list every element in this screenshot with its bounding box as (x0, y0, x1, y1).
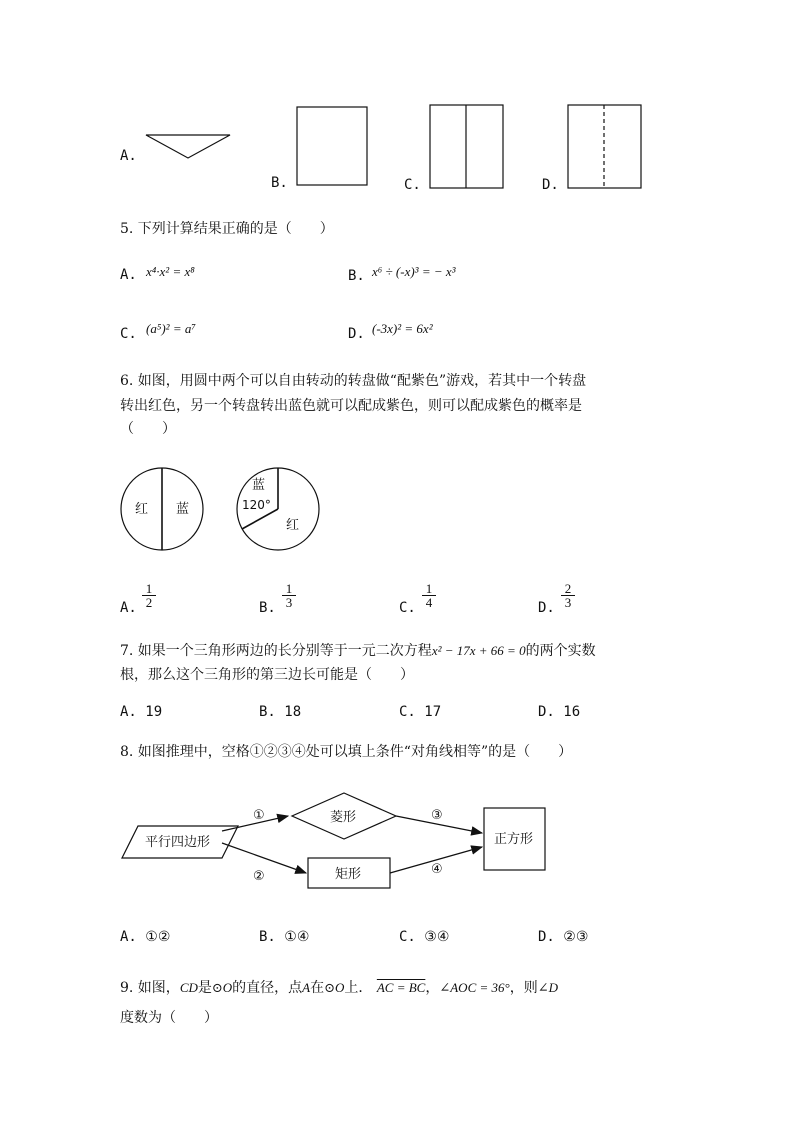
spinner-two-red-label: 红 (286, 518, 300, 533)
q6-option-c-label: C. (399, 600, 416, 616)
q9-word-then: ，则 (509, 980, 538, 996)
q5-option-b-label: B. (348, 268, 365, 284)
q8-option-d: D. ②③ (538, 929, 589, 945)
q8-stem: 8. 如图推理中，空格①②③④处可以填上条件“对角线相等”的是（ ） (120, 744, 573, 760)
q5-option-a-expr: x⁴·x² = x⁸ (146, 264, 195, 279)
blank-3-label: ③ (431, 808, 443, 823)
q8-reasoning-diagram (118, 783, 558, 898)
parallelogram-node (122, 826, 238, 858)
q7-option-d: D. 16 (538, 704, 581, 720)
q6-option-a-label: A. (120, 600, 137, 616)
q6-line1: 6. 如图，用圆中两个可以自由转动的转盘做“配紫色”游戏，若其中一个转盘 (120, 373, 587, 389)
q9-angle-aoc: ∠AOC = 36° (439, 980, 510, 995)
q9-angle-d: ∠D (537, 980, 558, 995)
q4-triangle-figure (144, 132, 234, 162)
q9-word-upon: 上． (344, 980, 373, 996)
q5-stem: 5. 下列计算结果正确的是（ ） (120, 221, 334, 237)
q4-rect-solid-line-figure (429, 104, 505, 190)
q7-line1-end: 的两个实数 (525, 643, 596, 659)
spinner-one-red-label: 红 (135, 502, 149, 517)
q7-line1-start: 7. 如果一个三角形两边的长分别等于一元二次方程 (120, 643, 432, 659)
q9-cd: CD (179, 980, 198, 995)
rhombus-label: 菱形 (330, 810, 357, 825)
q4-square-figure (296, 106, 370, 188)
q5-option-d-label: D. (348, 326, 365, 342)
q4-rect-dashed-line-figure (567, 104, 643, 190)
q7-equation: x² − 17x + 66 = 0 (431, 643, 526, 658)
q9-line1: 9. 如图，CD是⊙O的直径，点A在⊙O上． AC = BC，∠AOC = 36°，则∠D (120, 980, 558, 996)
q6-option-d-fraction: $\frac{2}{3}$ (561, 583, 575, 609)
spinner-two-angle-label: 120° (242, 498, 271, 512)
rectangle-node (308, 858, 390, 888)
blank-1-label: ① (253, 808, 265, 823)
parallelogram-label: 平行四边形 (145, 835, 211, 850)
q7-option-a: A. 19 (120, 704, 163, 720)
blank-2-label: ② (253, 869, 265, 884)
q7-option-b: B. 18 (259, 704, 302, 720)
q6-option-b-fraction: $\frac{1}{3}$ (282, 583, 296, 609)
q5-option-a-label: A. (120, 267, 137, 283)
q7-option-c: C. 17 (399, 704, 442, 720)
square-node (484, 808, 545, 870)
q7-line1 (120, 640, 596, 660)
q6-option-b-label: B. (259, 600, 276, 616)
q5-option-c-label: C. (120, 326, 137, 342)
q6-line2: 转出红色，另一个转盘转出蓝色就可以配成紫色，则可以配成紫色的概率是 (120, 398, 582, 414)
q6-option-c-fraction: $\frac{1}{4}$ (422, 583, 436, 609)
q5-option-c-expr: (a⁵)² = a⁷ (146, 321, 196, 336)
q8-option-a: A. ①② (120, 929, 171, 945)
square-label: 正方形 (494, 832, 534, 847)
q9-word-on: 在 (310, 980, 325, 996)
q9-circle-o: ⊙O (211, 980, 233, 995)
q8-option-b: B. ①④ (259, 929, 310, 945)
q4-option-d-label: D. (542, 177, 559, 193)
q4-option-a-label: A. (120, 148, 137, 164)
rhombus-node (292, 793, 396, 839)
q4-option-c-label: C. (404, 177, 421, 193)
spinner-two (237, 468, 319, 550)
q9-point-a: A (302, 980, 311, 995)
q8-option-c: C. ③④ (399, 929, 450, 945)
q6-option-a-fraction: $\frac{1}{2}$ (142, 583, 156, 609)
rectangle-label: 矩形 (335, 867, 362, 882)
q9-equal-arcs: AC = BC (376, 980, 426, 995)
q6-line3: （ ） (120, 421, 176, 437)
q9-line1-start: 9. 如图， (120, 980, 180, 996)
q5-option-b-expr: x⁶ ÷ (-x)³ = − x³ (372, 264, 456, 279)
spinner-one-blue-label: 蓝 (176, 502, 190, 517)
q9-word-diameter: 的直径，点 (232, 980, 303, 996)
spinner-one (121, 468, 203, 550)
q5-option-d-expr: (-3x)² = 6x² (372, 321, 433, 336)
q9-word-is: 是 (197, 980, 212, 996)
q6-option-d-label: D. (538, 600, 555, 616)
q9-line2: 度数为（ ） (120, 1010, 218, 1026)
blank-4-label: ④ (431, 862, 443, 877)
q7-line2: 根，那么这个三角形的第三边长可能是（ ） (120, 667, 414, 683)
spinner-two-blue-label: 蓝 (252, 478, 266, 493)
q9-circle-o-2: ⊙O (324, 980, 345, 995)
q4-option-b-label: B. (271, 175, 288, 191)
q6-spinners-figure (118, 466, 328, 556)
